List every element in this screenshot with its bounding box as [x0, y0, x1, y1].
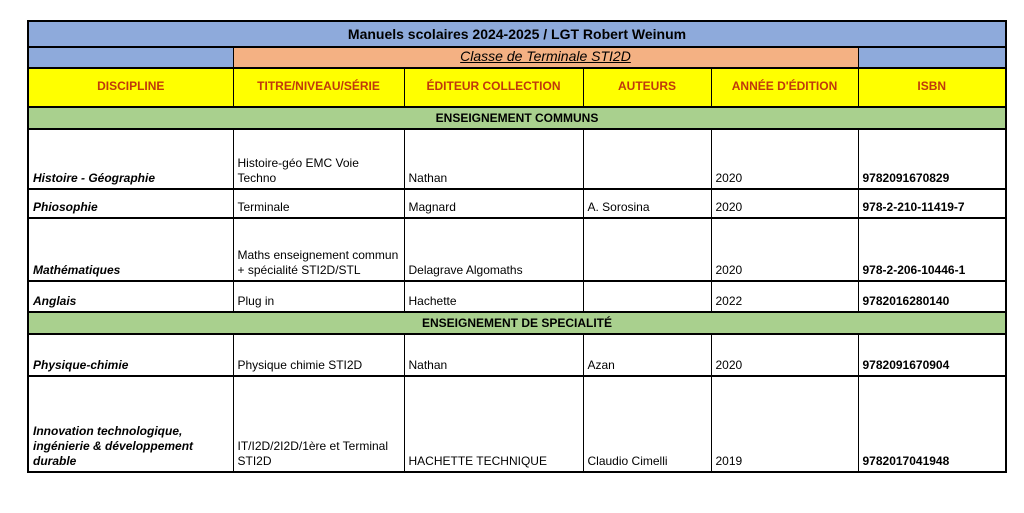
banner-right-spacer	[858, 47, 1006, 68]
cell-titre: Physique chimie STI2D	[233, 334, 404, 376]
cell-discipline: Mathématiques	[28, 218, 233, 281]
cell-discipline: Phiosophie	[28, 189, 233, 218]
cell-editeur: Nathan	[404, 334, 583, 376]
cell-titre: IT/I2D/2I2D/1ère et Terminal STI2D	[233, 376, 404, 472]
cell-annee: 2022	[711, 281, 858, 312]
cell-isbn: 9782091670904	[858, 334, 1006, 376]
banner-left-spacer	[28, 47, 233, 68]
cell-annee: 2020	[711, 129, 858, 189]
cell-isbn: 9782017041948	[858, 376, 1006, 472]
section-header-specialite: ENSEIGNEMENT DE SPECIALITÉ	[28, 312, 1006, 334]
cell-discipline: Innovation technologique, ingénierie & développement durable	[28, 376, 233, 472]
cell-isbn: 978-2-210-11419-7	[858, 189, 1006, 218]
table-row	[28, 334, 1006, 376]
table-row	[28, 281, 1006, 312]
cell-titre: Histoire-géo EMC Voie Techno	[233, 129, 404, 189]
cell-auteurs	[583, 281, 711, 312]
cell-isbn: 9782091670829	[858, 129, 1006, 189]
cell-titre: Plug in	[233, 281, 404, 312]
section-header-communs: ENSEIGNEMENT COMMUNS	[28, 107, 1006, 129]
cell-auteurs	[583, 129, 711, 189]
cell-annee: 2019	[711, 376, 858, 472]
title-row	[28, 21, 1006, 47]
cell-discipline: Anglais	[28, 281, 233, 312]
column-header-annee: ANNÉE D'ÉDITION	[711, 68, 858, 107]
textbook-list-table	[27, 20, 1007, 473]
section-header-row	[28, 312, 1006, 334]
cell-annee: 2020	[711, 189, 858, 218]
cell-discipline: Physique-chimie	[28, 334, 233, 376]
page-title: Manuels scolaires 2024-2025 / LGT Robert Weinum	[28, 21, 1006, 47]
cell-editeur: Delagrave Algomaths	[404, 218, 583, 281]
table-row	[28, 129, 1006, 189]
cell-auteurs: Claudio Cimelli	[583, 376, 711, 472]
cell-titre: Terminale	[233, 189, 404, 218]
cell-editeur: Nathan	[404, 129, 583, 189]
class-banner-row	[28, 47, 1006, 68]
cell-annee: 2020	[711, 218, 858, 281]
cell-editeur: HACHETTE TECHNIQUE	[404, 376, 583, 472]
cell-discipline: Histoire - Géographie	[28, 129, 233, 189]
cell-auteurs: Azan	[583, 334, 711, 376]
column-header-isbn: ISBN	[858, 68, 1006, 107]
column-header-row	[28, 68, 1006, 107]
column-header-titre: TITRE/NIVEAU/SÉRIE	[233, 68, 404, 107]
section-header-row	[28, 107, 1006, 129]
table-row	[28, 376, 1006, 472]
cell-isbn: 9782016280140	[858, 281, 1006, 312]
cell-auteurs: A. Sorosina	[583, 189, 711, 218]
cell-isbn: 978-2-206-10446-1	[858, 218, 1006, 281]
cell-auteurs	[583, 218, 711, 281]
cell-annee: 2020	[711, 334, 858, 376]
cell-editeur: Hachette	[404, 281, 583, 312]
table-row	[28, 218, 1006, 281]
table-row	[28, 189, 1006, 218]
cell-editeur: Magnard	[404, 189, 583, 218]
class-banner: Classe de Terminale STI2D	[233, 47, 858, 68]
column-header-discipline: DISCIPLINE	[28, 68, 233, 107]
cell-titre: Maths enseignement commun + spécialité STI2D/STL	[233, 218, 404, 281]
column-header-editeur: ÉDITEUR COLLECTION	[404, 68, 583, 107]
column-header-auteurs: AUTEURS	[583, 68, 711, 107]
